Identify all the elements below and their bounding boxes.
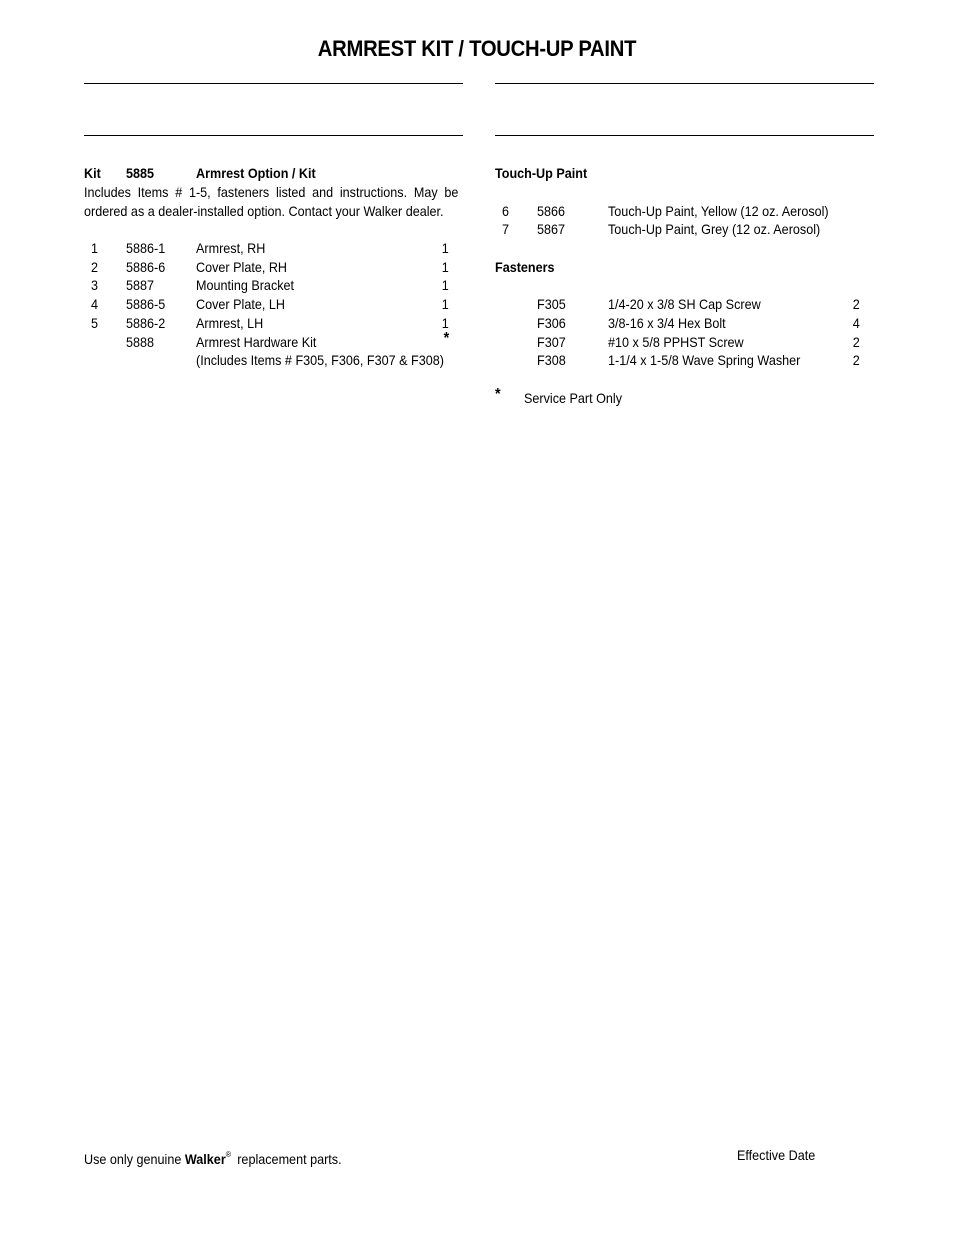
part-quantity: 1 [441,315,449,331]
part-description: Touch-Up Paint, Grey (12 oz. Aerosol) [608,221,821,237]
footer-disclaimer [84,1147,342,1167]
part-quantity: 2 [852,334,860,350]
service-part-marker: * [443,330,449,347]
item-number: 7 [502,221,510,237]
footer-prefix: Use only genuine [84,1151,185,1167]
part-number: 5888 [126,334,155,350]
part-quantity: 2 [852,352,860,368]
right-top-rule [495,83,874,84]
part-description: Armrest, LH [196,315,264,331]
footnote-symbol: * [495,386,501,403]
part-quantity: 4 [852,315,860,331]
footer-brand: Walker [184,1151,226,1167]
part-quantity: 1 [441,277,449,293]
part-number: F305 [537,296,566,312]
part-description: Cover Plate, RH [196,259,288,275]
hardware-kit-note: (Includes Items # F305, F306, F307 & F308) [196,352,444,368]
item-number: 1 [91,240,99,256]
part-number: 5886-5 [126,296,166,312]
kit-name: Armrest Option / Kit [196,165,316,181]
part-quantity: 1 [441,259,449,275]
effective-date: Effective Date [737,1147,816,1163]
part-description: Cover Plate, LH [196,296,285,312]
part-number: F307 [537,334,566,350]
item-number: 2 [91,259,99,275]
footnote-text: Service Part Only [524,390,623,406]
part-quantity: 1 [441,296,449,312]
part-description: Mounting Bracket [196,277,295,293]
item-number: 4 [91,296,99,312]
touchup-heading: Touch-Up Paint [495,165,588,181]
part-description: Touch-Up Paint, Yellow (12 oz. Aerosol) [608,203,829,219]
footer-suffix: replacement parts. [233,1151,342,1167]
part-number: 5887 [126,277,155,293]
item-number: 6 [502,203,510,219]
item-number: 5 [91,315,99,331]
kit-description: Includes Items # 1-5, fasteners listed and instructions. May be ordered as a dealer-installed option. Contact your Walker dealer. [84,184,459,219]
part-description: #10 x 5/8 PPHST Screw [608,334,744,350]
fasteners-heading: Fasteners [495,259,555,275]
part-number: 5886-6 [126,259,166,275]
right-bottom-rule [495,135,874,136]
part-quantity: 2 [852,296,860,312]
part-number: 5886-1 [126,240,166,256]
part-number: 5867 [537,221,566,237]
left-top-rule [84,83,463,84]
registered-mark: ® [225,1150,232,1159]
part-number: F306 [537,315,566,331]
left-bottom-rule [84,135,463,136]
kit-number: 5885 [126,165,155,181]
part-number: 5886-2 [126,315,166,331]
part-description: Armrest Hardware Kit [196,334,317,350]
kit-label: Kit [84,165,101,181]
part-description: 1-1/4 x 1-5/8 Wave Spring Washer [608,352,801,368]
item-number: 3 [91,277,99,293]
part-description: 3/8-16 x 3/4 Hex Bolt [608,315,726,331]
part-description: 1/4-20 x 3/8 SH Cap Screw [608,296,761,312]
part-number: 5866 [537,203,566,219]
part-number: F308 [537,352,566,368]
page-title: ARMREST KIT / TOUCH-UP PAINT [317,36,637,61]
part-description: Armrest, RH [196,240,266,256]
part-quantity: 1 [441,240,449,256]
